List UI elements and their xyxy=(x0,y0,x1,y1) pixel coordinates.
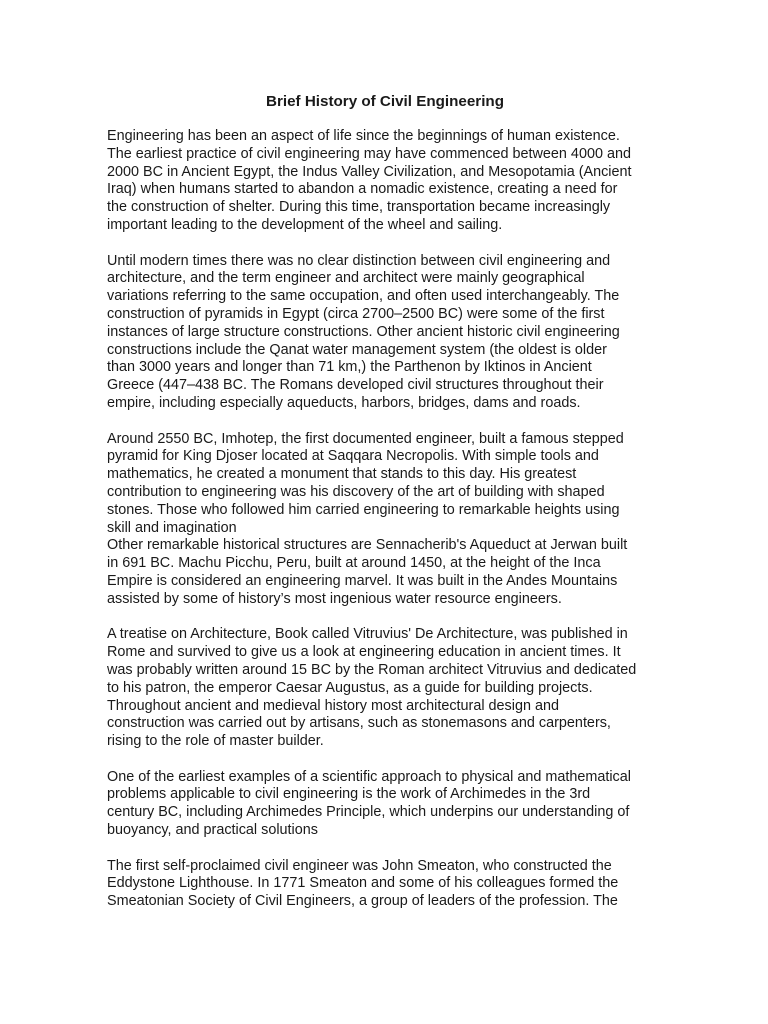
paragraph-archimedes: One of the earliest examples of a scientific approach to physical and mathematical problems applicable to civil engineering is the work of Archimedes in the 3rd century BC, including Archimedes Principle, which underpins our understanding of buoyancy, and practical solutions xyxy=(107,768,631,839)
paragraph-imhotep: Around 2550 BC, Imhotep, the first documented engineer, built a famous stepped pyramid for King Djoser located at Saqqara Necropolis. With simple tools and mathematics, he created a monument that stands to this day. His greatest contribution to engineering was his discovery of the art of building with shaped stones. Those who followed him carried engineering to remarkable heights using skill and imagination xyxy=(107,430,624,536)
paragraph-vitruvius: A treatise on Architecture, Book called Vitruvius' De Architecture, was published in Rome and survived to give us a look at engineering education in ancient times. It was probably written around 15 BC by the Roman architect Vitruvius and dedicated to his patron, the emperor Caesar Augustus, as a guide for building projects. Throughout ancient and medieval history most architectural design and construction was carried out by artisans, such as stonemasons and carpenters, rising to the role of master builder. xyxy=(107,626,637,750)
paragraph-john-smeaton: The first self-proclaimed civil engineer was John Smeaton, who constructed the Eddystone Lighthouse. In 1771 Smeaton and some of his colleagues formed the Smeatonian Society of Civil Engineers, a group of leaders of the profession. The xyxy=(107,857,619,910)
paragraph-historical-structures: Other remarkable historical structures are Sennacherib's Aqueduct at Jerwan built in 691 BC. Machu Picchu, Peru, built at around 1450, at the height of the Inca Empire is considered an engineering marvel. It was built in the Andes Mountains assisted by some of history’s most ingenious water resource engineers. xyxy=(107,537,628,607)
page-title: Brief History of Civil Engineering xyxy=(266,93,504,110)
paragraph-civil-vs-architecture: Until modern times there was no clear distinction between civil engineering and architecture, and the term engineer and architect were mainly geographical variations referring to the same occupation, and often used interchangeably. The construction of pyramids in Egypt (circa 2700–2500 BC) were some of the first instances of large structure constructions. Other ancient historic civil engineering constructions include the Qanat water management system (the oldest is older than 3000 years and longer than 71 km,) the Parthenon by Iktinos in Ancient Greece (447–438 BC. The Romans developed civil structures throughout their empire, including especially aqueducts, harbors, bridges, dams and roads. xyxy=(107,252,620,411)
paragraph-early-engineering: Engineering has been an aspect of life since the beginnings of human existence. The earliest practice of civil engineering may have commenced between 4000 and 2000 BC in Ancient Egypt, the Indus Valley Civilization, and Mesopotamia (Ancient Iraq) when humans started to abandon a nomadic existence, creating a need for the construction of shelter. During this time, transportation became increasingly important leading to the development of the wheel and sailing. xyxy=(107,128,632,233)
document-body xyxy=(107,92,663,929)
